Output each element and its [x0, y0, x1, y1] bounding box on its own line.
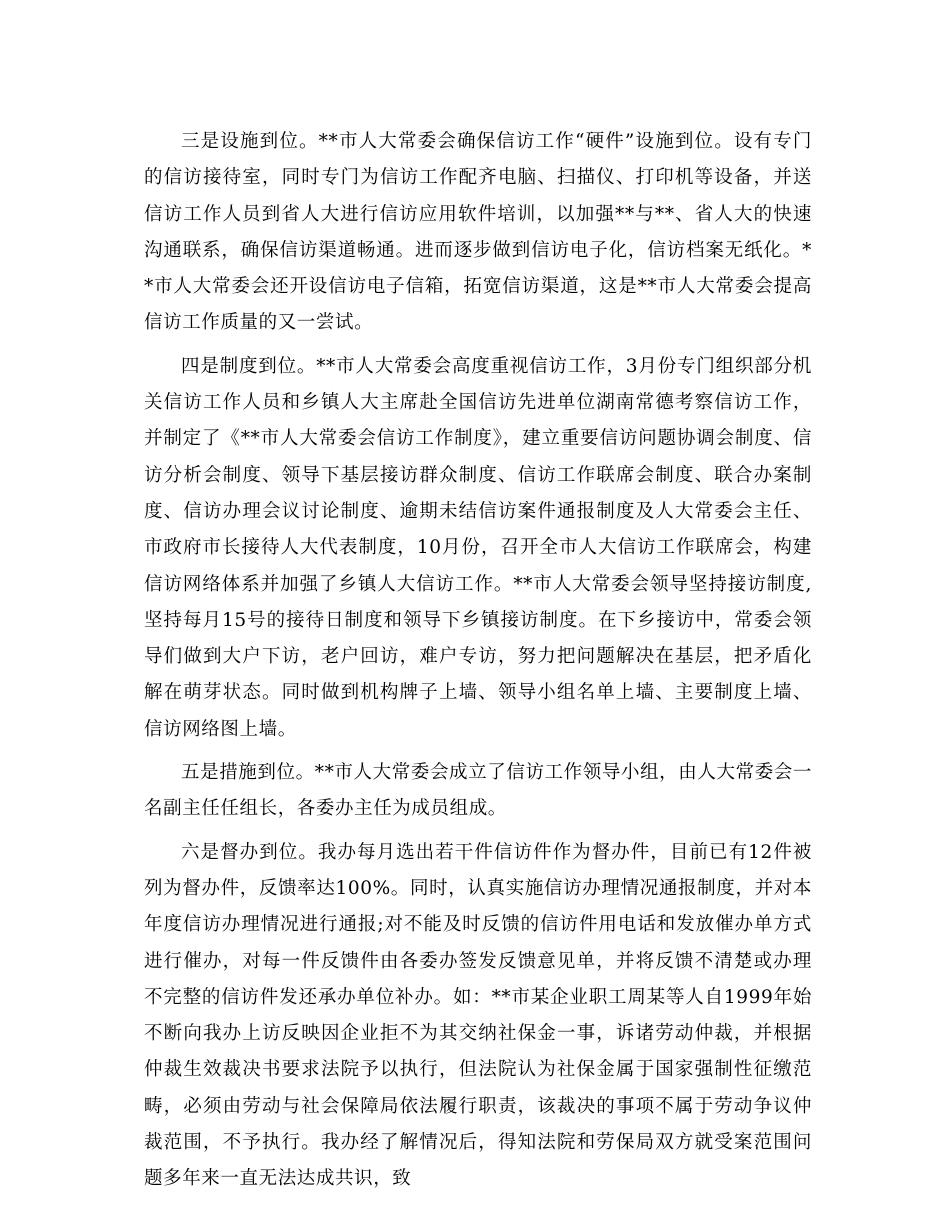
document-body: [144, 124, 812, 1198]
paragraph-supervision: 六是督办到位。我办每月选出若干件信访件作为督办件，目前已有12件被列为督办件，反馈率达100%。同时，认真实施信访办理情况通报制度，并对本年度信访办理情况进行通报;对不能及时反馈的信访件用电话和发放催办单方式进行催办，对每一件反馈件由各委办签发反馈意见单，并将反馈不清楚或办理不完整的信访件发还承办单位补办。如：**市某企业职工周某等人自1999年始不断向我办上访反映因企业拒不为其交纳社保金一事，诉诸劳动仲裁，并根据仲裁生效裁决书要求法院予以执行，但法院认为社保金属于国家强制性征缴范畴，必须由劳动与社会保障局依法履行职责，该裁决的事项不属于劳动争议仲裁范围，不予执行。我办经了解情况后，得知法院和劳保局双方就受案范围问题多年来一直无法达成共识，致: [144, 841, 812, 1190]
paragraph-system: 四是制度到位。**市人大常委会高度重视信访工作，3月份专门组织部分机关信访工作人员和乡镇人大主席赴全国信访先进单位湖南常德考察信访工作，并制定了《**市人大常委会信访工作制度》，建立重要信访问题协调会制度、信访分析会制度、领导下基层接访群众制度、信访工作联席会制度、联合办案制度、信访办理会议讨论制度、逾期未结信访案件通报制度及人大常委会主任、市政府市长接待人大代表制度，10月份，召开全市人大信访工作联席会，构建信访网络体系并加强了乡镇人大信访工作。**市人大常委会领导坚持接访制度,坚持每月15号的接待日制度和领导下乡镇接访制度。在下乡接访中，常委会领导们做到大户下访，老户回访，难户专访，努力把问题解决在基层，把矛盾化解在萌芽状态。同时做到机构牌子上墙、领导小组名单上墙、主要制度上墙、信访网络图上墙。: [144, 355, 812, 740]
paragraph-facilities: 三是设施到位。**市人大常委会确保信访工作“硬件”设施到位。设有专门的信访接待室，同时专门为信访工作配齐电脑、扫描仪、打印机等设备，并送信访工作人员到省人大进行信访应用软件培训，以加强**与**、省人大的快速沟通联系，确保信访渠道畅通。进而逐步做到信访电子化，信访档案无纸化。**市人大常委会还开设信访电子信箱，拓宽信访渠道，这是**市人大常委会提高信访工作质量的又一尝试。: [144, 131, 812, 334]
paragraph-measures: 五是措施到位。**市人大常委会成立了信访工作领导小组，由人大常委会一名副主任任组长，各委办主任为成员组成。: [144, 762, 812, 820]
